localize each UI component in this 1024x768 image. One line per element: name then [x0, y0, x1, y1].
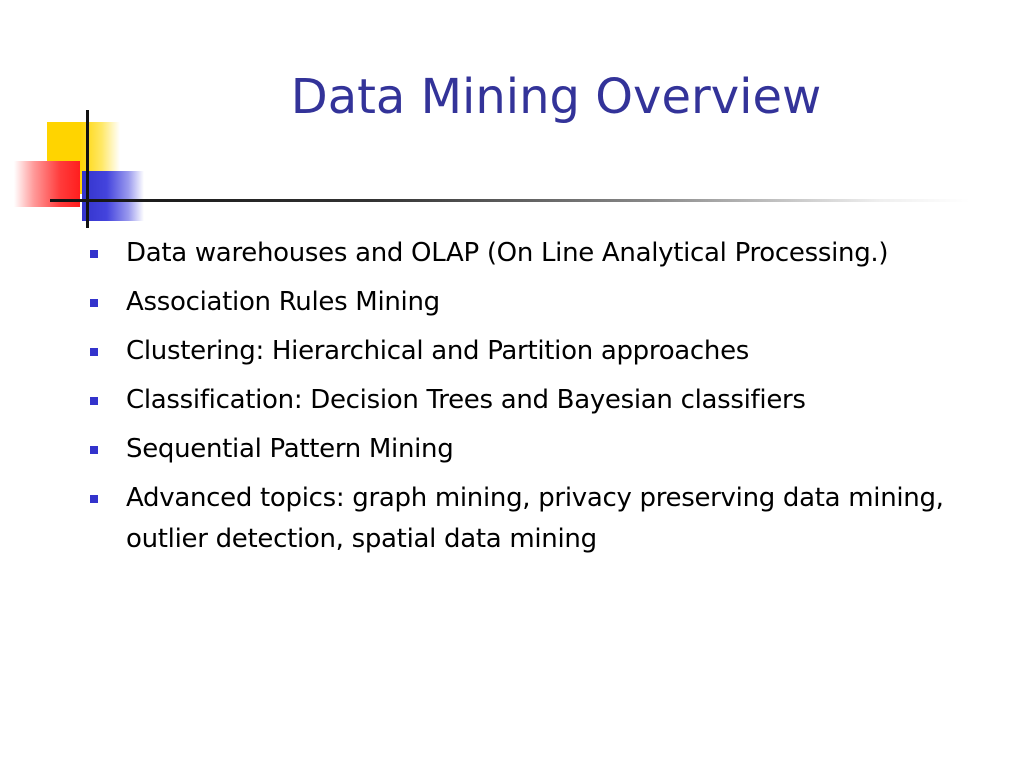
- square-bullet-icon: [90, 299, 98, 307]
- bullet-item: [86, 282, 986, 323]
- vertical-rule: [86, 110, 89, 228]
- bullet-item: [86, 331, 986, 372]
- bullet-text: Classification: Decision Trees and Bayesian classifiers: [126, 385, 806, 415]
- slide-title: Data Mining Overview: [290, 69, 822, 125]
- bullet-text: Advanced topics: graph mining, privacy preserving data mining, outlier detection, spatial data mining: [126, 483, 944, 554]
- bullet-item: [86, 478, 986, 560]
- square-bullet-icon: [90, 348, 98, 356]
- bullet-text: Sequential Pattern Mining: [126, 434, 454, 464]
- bullet-item: [86, 380, 986, 421]
- bullet-list: [86, 233, 986, 568]
- bullet-text: Clustering: Hierarchical and Partition approaches: [126, 336, 750, 366]
- title-underline-rule: [50, 199, 970, 202]
- square-bullet-icon: [90, 250, 98, 258]
- decorative-squares-logo: [0, 0, 180, 240]
- bullet-text: Association Rules Mining: [126, 287, 440, 317]
- bullet-text: Data warehouses and OLAP (On Line Analytical Processing.): [126, 238, 889, 268]
- square-bullet-icon: [90, 397, 98, 405]
- blue-square-decoration: [82, 171, 144, 221]
- square-bullet-icon: [90, 446, 98, 454]
- square-bullet-icon: [90, 495, 98, 503]
- bullet-item: [86, 429, 986, 470]
- bullet-item: [86, 233, 986, 274]
